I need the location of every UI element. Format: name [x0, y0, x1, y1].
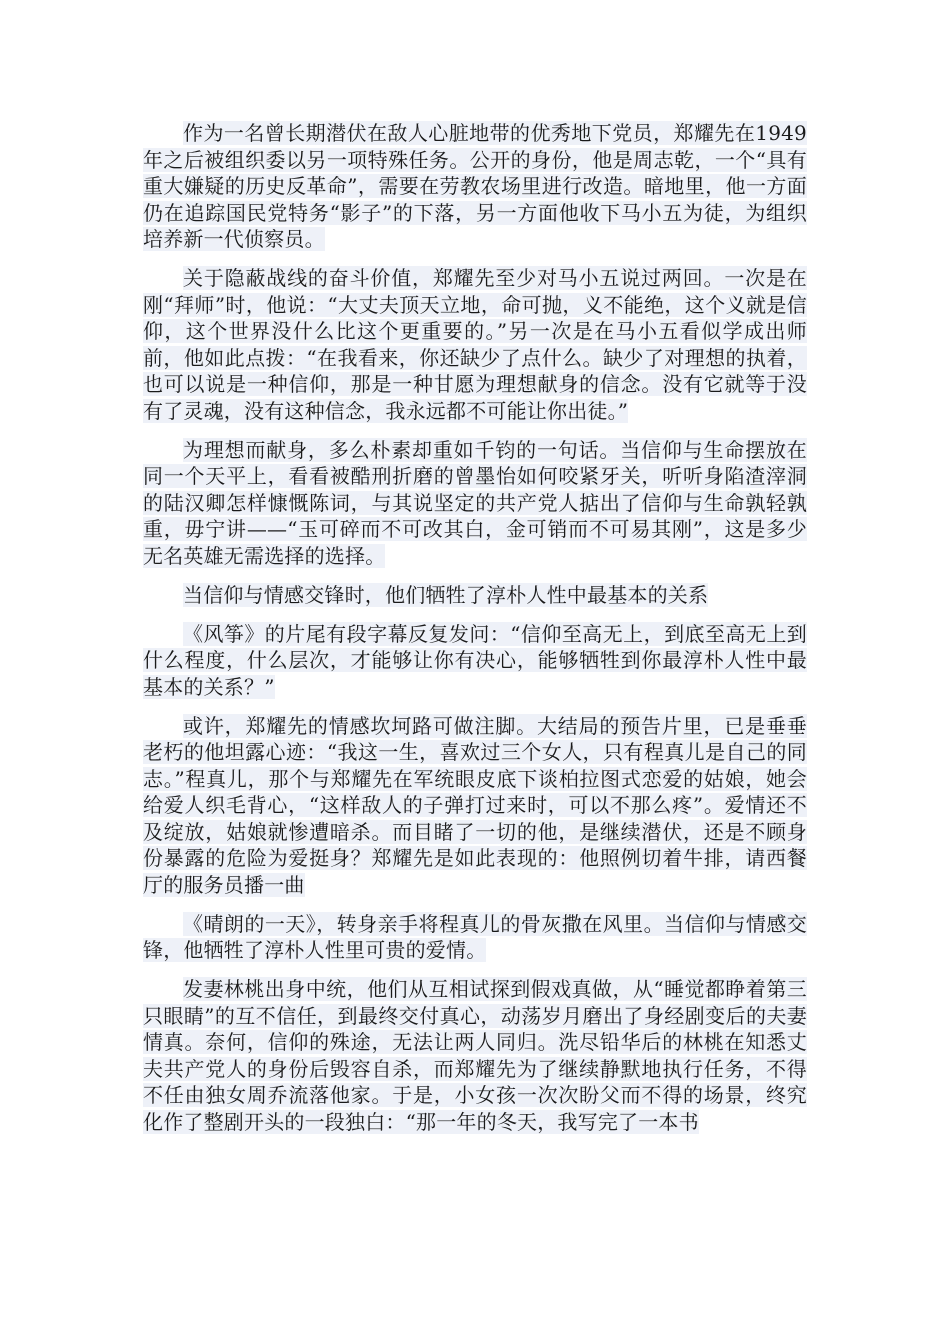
- section-heading-text: 当信仰与情感交锋时，他们牺牲了淳朴人性中最基本的关系: [183, 582, 709, 607]
- paragraph-8-text: 发妻林桃出身中统，他们从互相试探到假戏真做，从“睡觉都睁着第三只眼睛”的互不信任，到最终交付真心，动荡岁月磨出了身经剧变后的夫妻情真。奈何，信仰的殊途，无法让两人同归。洗尽铅华后的林桃在知悉丈夫共产党人的身份后毁容自杀，而郑耀先为了继续静默地执行任务，不得不任由独女周乔流落他家。于是，小女孩一次次盼父而不得的场景，终究化作了整剧开头的一段独白：“那一年的冬天，我写完了一本书: [143, 977, 807, 1134]
- paragraph-2: [143, 265, 807, 424]
- paragraph-8: [143, 976, 807, 1135]
- paragraph-6-text: 或许，郑耀先的情感坎坷路可做注脚。大结局的预告片里，已是垂垂老朽的他坦露心迹：“我这一生，喜欢过三个女人，只有程真儿是自己的同志。”程真儿，那个与郑耀先在军统眼皮底下谈柏拉图式恋爱的姑娘，她会给爱人织毛背心，“这样敌人的子弹打过来时，可以不那么疼”。爱情还不及绽放，姑娘就惨遭暗杀。而目睹了一切的他，是继续潜伏，还是不顾身份暴露的危险为爱挺身？郑耀先是如此表现的：他照例切着牛排，请西餐厅的服务员播一曲: [143, 713, 807, 897]
- paragraph-1-text: 作为一名曾长期潜伏在敌人心脏地带的优秀地下党员，郑耀先在1949年之后被组织委以另一项特殊任务。公开的身份，他是周志乾，一个“具有重大嫌疑的历史反革命”，需要在劳教农场里进行改造。暗地里，他一方面仍在追踪国民党特务“影子”的下落，另一方面他收下马小五为徒，为组织培养新一代侦察员。: [143, 121, 807, 251]
- paragraph-3: [143, 437, 807, 570]
- article-body: [143, 120, 807, 1148]
- paragraph-2-text: 关于隐蔽战线的奋斗价值，郑耀先至少对马小五说过两回。一次是在刚“拜师”时，他说：“大丈夫顶天立地，命可抛，义不能绝，这个义就是信仰，这个世界没什么比这个更重要的。”另一次是在马小五看似学成出师前，他如此点拨：“在我看来，你还缺少了点什么。缺少了对理想的执着，也可以说是一种信仰，那是一种甘愿为理想献身的信念。没有它就等于没有了灵魂，没有这种信念，我永远都不可能让你出徒。”: [143, 266, 807, 423]
- section-heading: [143, 582, 807, 609]
- paragraph-3-text: 为理想而献身，多么朴素却重如千钧的一句话。当信仰与生命摆放在同一个天平上，看看被酷刑折磨的曾墨怡如何咬紧牙关，听听身陷渣滓洞的陆汉卿怎样慷慨陈词，与其说坚定的共产党人掂出了信仰与生命孰轻孰重，毋宁讲——“玉可碎而不可改其白，金可销而不可易其刚”，这是多少无名英雄无需选择的选择。: [143, 437, 807, 568]
- paragraph-7: [143, 911, 807, 964]
- paragraph-7-text: 《晴朗的一天》，转身亲手将程真儿的骨灰撒在风里。当信仰与情感交锋，他牺牲了淳朴人性里可贵的爱情。: [143, 911, 807, 962]
- paragraph-6: [143, 713, 807, 899]
- paragraph-5-text: 《风筝》的片尾有段字幕反复发问：“信仰至高无上，到底至高无上到什么程度，什么层次，才能够让你有决心，能够牺牲到你最淳朴人性中最基本的关系？”: [143, 621, 807, 699]
- paragraph-5: [143, 621, 807, 701]
- paragraph-1: [143, 120, 807, 253]
